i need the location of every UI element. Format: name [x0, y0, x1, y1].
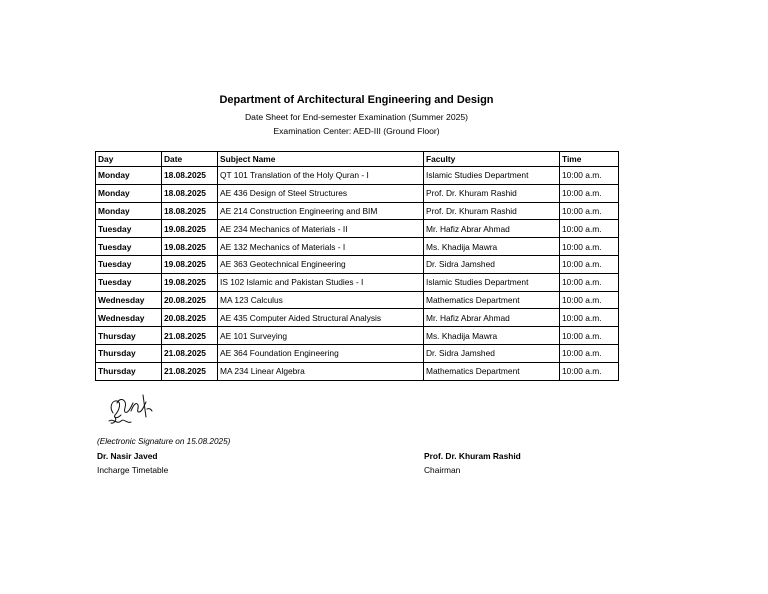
column-header-subject: Subject Name: [218, 152, 424, 167]
table-row: [96, 344, 619, 362]
day-cell: Thursday: [96, 362, 162, 380]
faculty-cell: Mathematics Department: [424, 291, 560, 309]
time-cell: 10:00 a.m.: [560, 273, 619, 291]
date-sheet-subtitle: Date Sheet for End-semester Examination (Summer 2025): [244, 112, 469, 122]
faculty-cell: Ms. Khadija Mawra: [424, 327, 560, 345]
examination-center: Examination Center: AED-III (Ground Floor): [273, 126, 440, 136]
table-row: [96, 273, 619, 291]
day-cell: Wednesday: [96, 309, 162, 327]
time-cell: 10:00 a.m.: [560, 291, 619, 309]
column-header-date: Date: [162, 152, 218, 167]
day-cell: Thursday: [96, 344, 162, 362]
faculty-cell: Islamic Studies Department: [424, 167, 560, 185]
subject-cell: MA 123 Calculus: [218, 291, 424, 309]
time-cell: 10:00 a.m.: [560, 362, 619, 380]
subject-cell: AE 364 Foundation Engineering: [218, 344, 424, 362]
day-cell: Wednesday: [96, 291, 162, 309]
day-cell: Monday: [96, 202, 162, 220]
subject-cell: AE 132 Mechanics of Materials - I: [218, 238, 424, 256]
faculty-cell: Dr. Sidra Jamshed: [424, 255, 560, 273]
date-cell: 20.08.2025: [162, 309, 218, 327]
date-cell: 18.08.2025: [162, 202, 218, 220]
faculty-cell: Islamic Studies Department: [424, 273, 560, 291]
time-cell: 10:00 a.m.: [560, 327, 619, 345]
column-header-time: Time: [560, 152, 619, 167]
table-row: [96, 184, 619, 202]
date-cell: 21.08.2025: [162, 327, 218, 345]
date-cell: 19.08.2025: [162, 255, 218, 273]
time-cell: 10:00 a.m.: [560, 167, 619, 185]
column-header-faculty: Faculty: [424, 152, 560, 167]
table-row: [96, 327, 619, 345]
date-cell: 19.08.2025: [162, 273, 218, 291]
time-cell: 10:00 a.m.: [560, 220, 619, 238]
exam-schedule-table: [95, 151, 619, 381]
subject-cell: IS 102 Islamic and Pakistan Studies - I: [218, 273, 424, 291]
faculty-cell: Mr. Hafiz Abrar Ahmad: [424, 309, 560, 327]
date-cell: 18.08.2025: [162, 184, 218, 202]
day-cell: Tuesday: [96, 220, 162, 238]
time-cell: 10:00 a.m.: [560, 344, 619, 362]
faculty-cell: Prof. Dr. Khuram Rashid: [424, 184, 560, 202]
faculty-cell: Ms. Khadija Mawra: [424, 238, 560, 256]
day-cell: Monday: [96, 167, 162, 185]
subject-cell: AE 214 Construction Engineering and BIM: [218, 202, 424, 220]
date-cell: 21.08.2025: [162, 344, 218, 362]
faculty-cell: Mr. Hafiz Abrar Ahmad: [424, 220, 560, 238]
table-row: [96, 167, 619, 185]
right-signatory-role: Chairman: [424, 465, 461, 475]
subject-cell: QT 101 Translation of the Holy Quran - I: [218, 167, 424, 185]
date-cell: 20.08.2025: [162, 291, 218, 309]
date-cell: 19.08.2025: [162, 220, 218, 238]
time-cell: 10:00 a.m.: [560, 184, 619, 202]
date-cell: 19.08.2025: [162, 238, 218, 256]
faculty-cell: Dr. Sidra Jamshed: [424, 344, 560, 362]
subject-cell: AE 363 Geotechnical Engineering: [218, 255, 424, 273]
day-cell: Tuesday: [96, 273, 162, 291]
subject-cell: MA 234 Linear Algebra: [218, 362, 424, 380]
time-cell: 10:00 a.m.: [560, 255, 619, 273]
table-header-row: [96, 152, 619, 167]
time-cell: 10:00 a.m.: [560, 309, 619, 327]
left-signatory-role: Incharge Timetable: [97, 465, 169, 475]
signature-note: (Electronic Signature on 15.08.2025): [97, 437, 231, 446]
table-row: [96, 362, 619, 380]
day-cell: Thursday: [96, 327, 162, 345]
date-cell: 21.08.2025: [162, 362, 218, 380]
day-cell: Monday: [96, 184, 162, 202]
subject-cell: AE 101 Surveying: [218, 327, 424, 345]
right-signatory-name: Prof. Dr. Khuram Rashid: [424, 451, 521, 461]
handwritten-signature: [103, 391, 155, 431]
subject-cell: AE 436 Design of Steel Structures: [218, 184, 424, 202]
table-row: [96, 238, 619, 256]
date-cell: 18.08.2025: [162, 167, 218, 185]
subject-cell: AE 234 Mechanics of Materials - II: [218, 220, 424, 238]
subject-cell: AE 435 Computer Aided Structural Analysis: [218, 309, 424, 327]
time-cell: 10:00 a.m.: [560, 238, 619, 256]
table-row: [96, 309, 619, 327]
table-row: [96, 291, 619, 309]
faculty-cell: Prof. Dr. Khuram Rashid: [424, 202, 560, 220]
left-signatory-name: Dr. Nasir Javed: [97, 451, 158, 461]
department-title: Department of Architectural Engineering and Design: [219, 94, 494, 106]
table-body: [96, 167, 619, 381]
faculty-cell: Mathematics Department: [424, 362, 560, 380]
column-header-day: Day: [96, 152, 162, 167]
day-cell: Tuesday: [96, 238, 162, 256]
table-row: [96, 220, 619, 238]
time-cell: 10:00 a.m.: [560, 202, 619, 220]
table-row: [96, 202, 619, 220]
day-cell: Tuesday: [96, 255, 162, 273]
table-row: [96, 255, 619, 273]
